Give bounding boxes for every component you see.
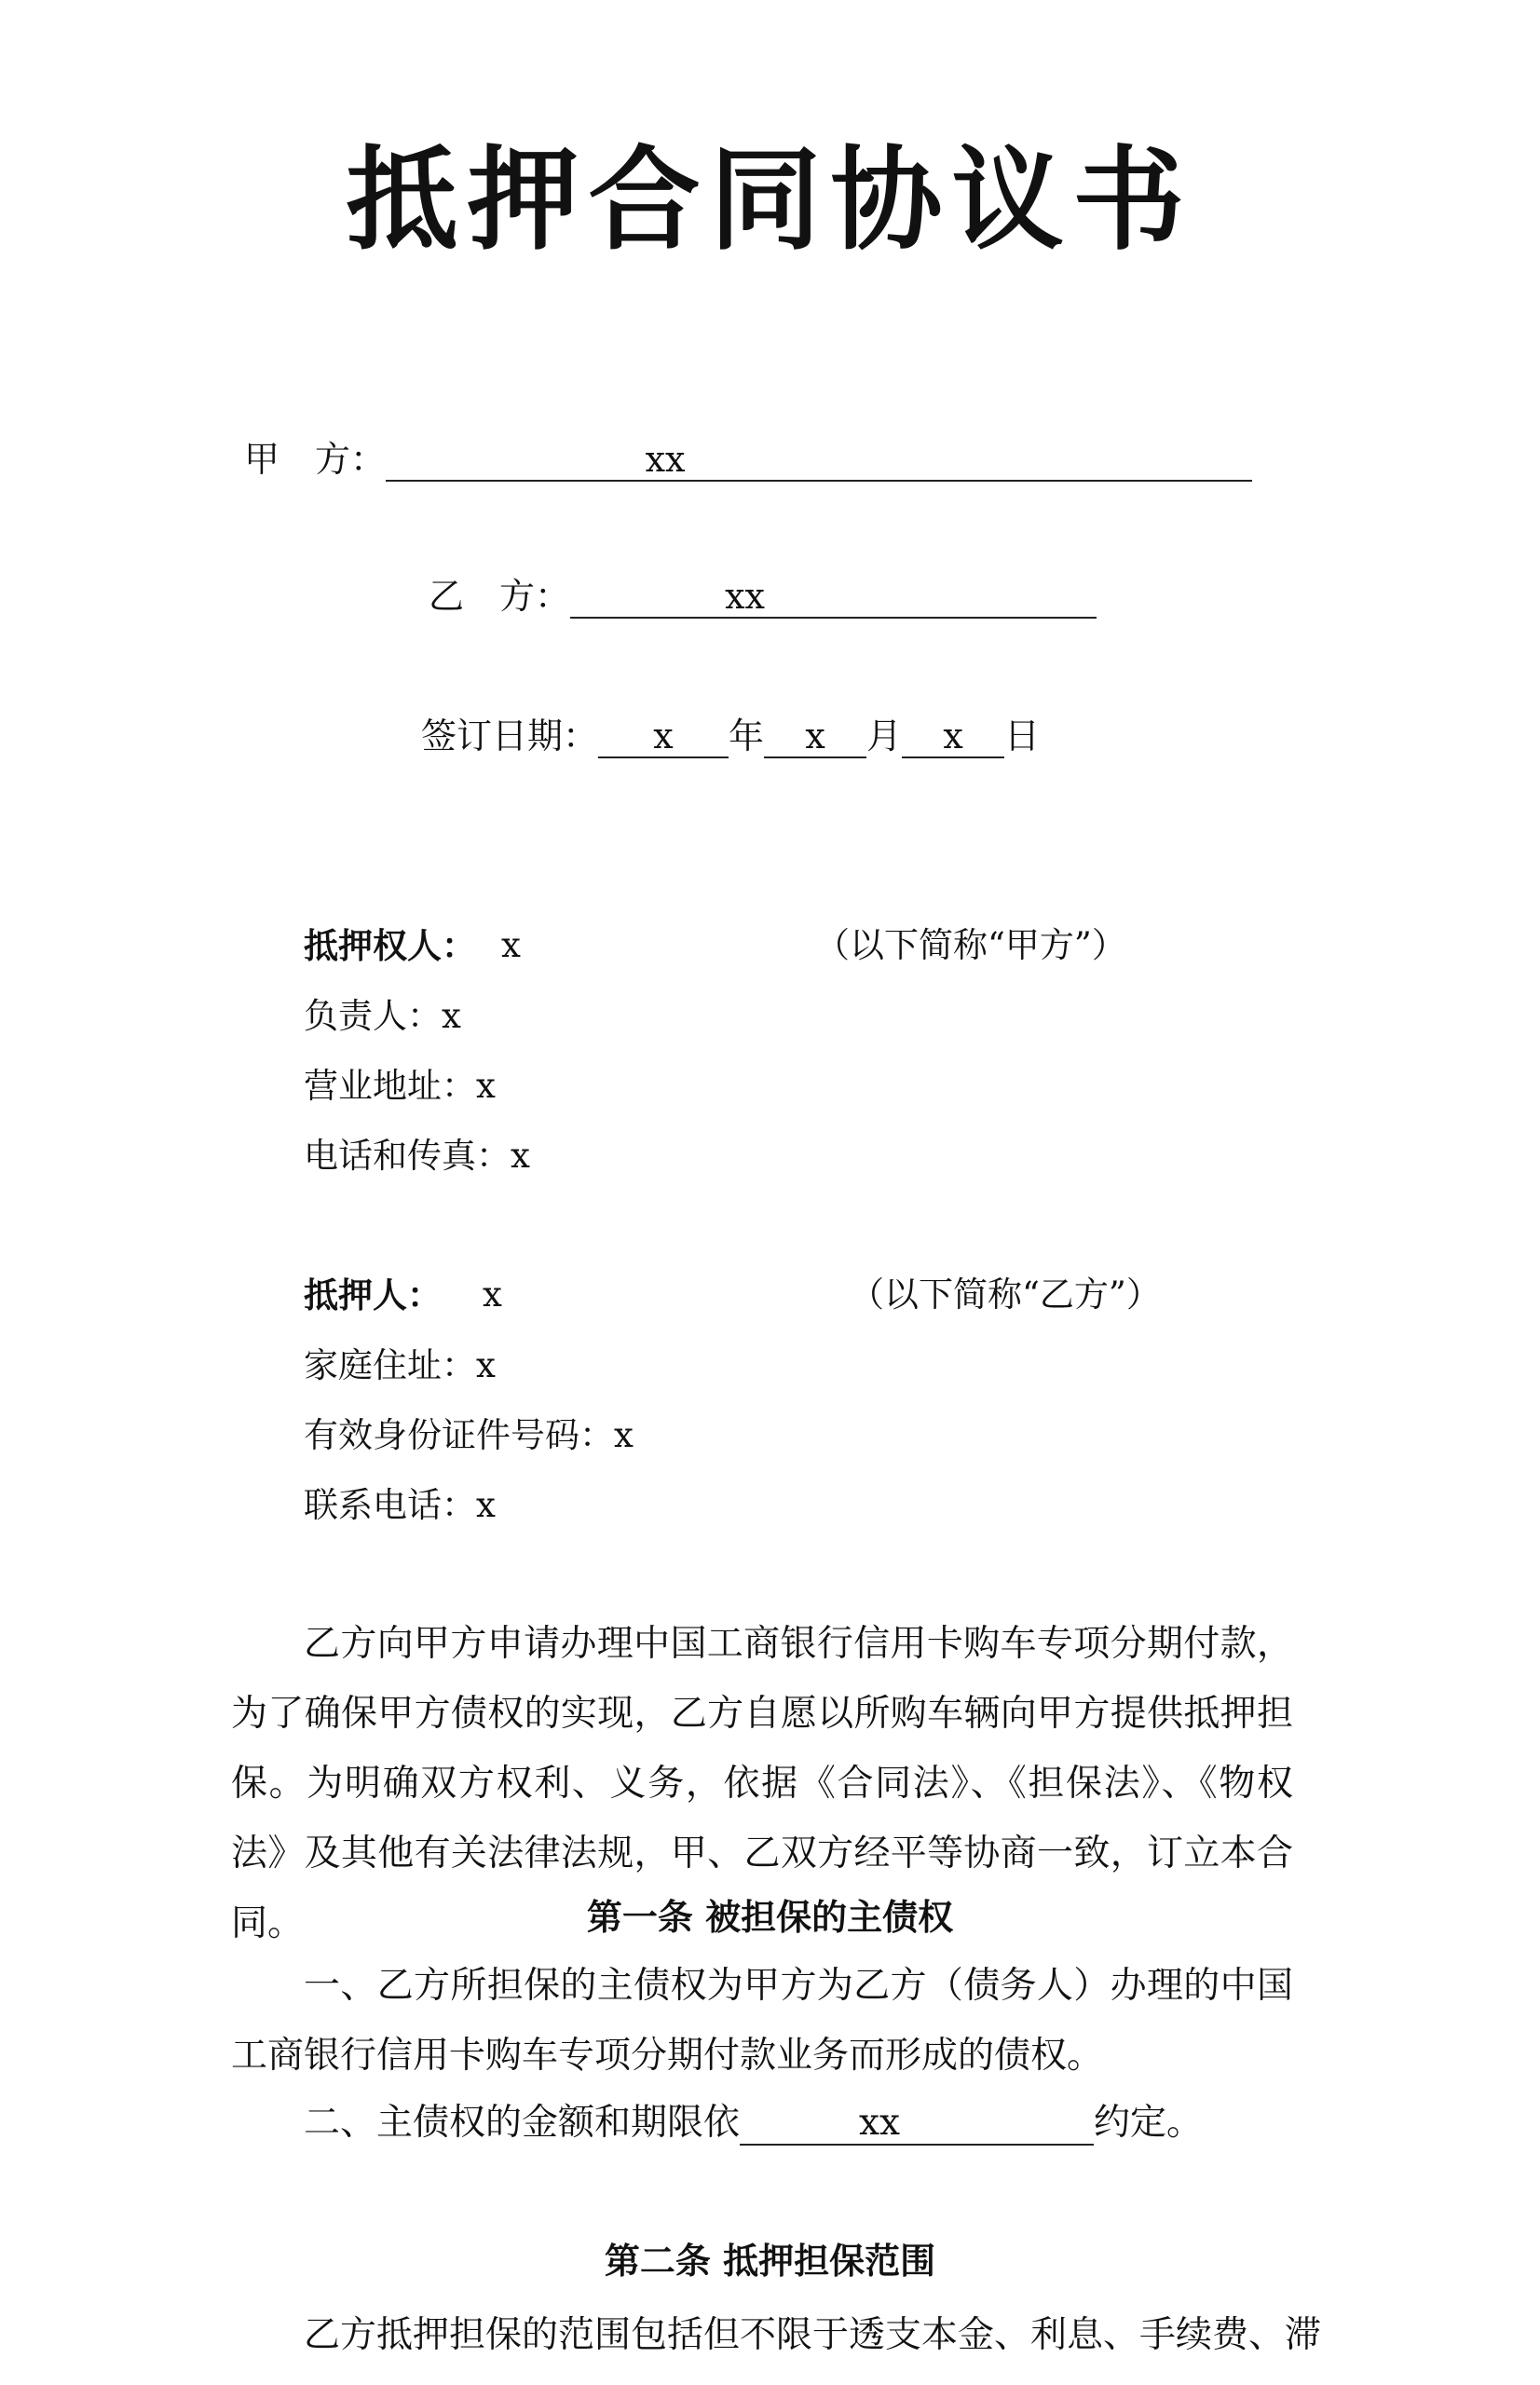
mortgagee-label: 抵押权人： (304, 925, 476, 966)
mortgagee-value: x (501, 925, 521, 965)
article-2-text: 乙方抵押担保的范围包括但不限于透支本金、利息、手续费、滞 (304, 2314, 1322, 2356)
mortgagee-responsible: 负责人：x (304, 996, 461, 1036)
signing-date-label: 签订日期： (421, 716, 599, 756)
mortgagor-home-address: 家庭住址：x (304, 1345, 496, 1385)
mortgagor-alias: （以下简称“乙方”） (850, 1274, 1161, 1315)
intro-paragraph: 乙方向甲方申请办理中国工商银行信用卡购车专项分期付款，为了确保甲方债权的实现，乙方自愿以所购车辆向甲方提供抵押担保。为明确双方权利、义务，依据《合同法》、《担保法》、《物权法》及其他有关法律法规，甲、乙双方经平等协商一致，订立本合同。 (231, 1623, 1293, 1944)
article-2-heading: 第二条 抵押担保范围 (604, 2240, 936, 2282)
year-unit: 年 (729, 716, 765, 756)
date-day-value: x (902, 716, 1004, 758)
article-1-clause-1: 一、乙方所担保的主债权为甲方为乙方（债务人）办理的中国工商银行信用卡购车专项分期付款业务而形成的债权。 (231, 1965, 1293, 2077)
party-a-field (244, 436, 1252, 483)
day-unit: 日 (1004, 716, 1041, 756)
document-title: 抵押合同协议书 (346, 134, 1194, 266)
mortgagor-value: x (483, 1274, 502, 1315)
party-b-value: xx (570, 576, 1097, 619)
clause-2-prefix: 二、主债权的金额和期限依 (304, 2102, 741, 2144)
month-unit: 月 (866, 716, 903, 756)
clause-2-suffix: 约定。 (1094, 2102, 1204, 2144)
party-a-value: xx (386, 439, 1252, 482)
date-month-value: x (764, 716, 866, 758)
party-a-label: 甲 方： (244, 439, 387, 480)
party-b-label: 乙 方： (429, 576, 571, 617)
mortgagor-contact-phone: 联系电话：x (304, 1485, 496, 1525)
article-1-clause-2 (231, 2100, 1366, 2146)
mortgagee-phone-fax: 电话和传真：x (304, 1136, 530, 1176)
article-1-heading: 第一条 被担保的主债权 (586, 1896, 954, 1938)
mortgagor-label: 抵押人： (304, 1274, 442, 1315)
date-year-value: x (598, 716, 729, 758)
mortgagee-address: 营业地址：x (304, 1066, 496, 1106)
mortgagee-alias: （以下简称“甲方”） (815, 925, 1126, 965)
party-b-field (429, 573, 1097, 620)
signing-date-field (421, 713, 1040, 759)
mortgagor-id-number: 有效身份证件号码：x (304, 1415, 634, 1455)
clause-2-value: xx (740, 2103, 1094, 2146)
